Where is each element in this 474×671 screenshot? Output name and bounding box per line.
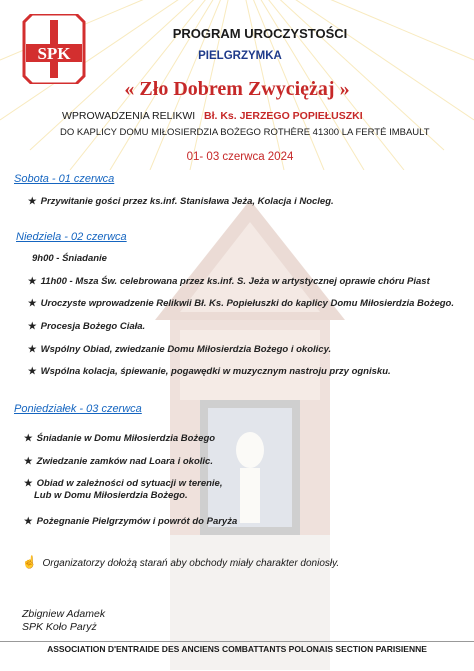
list-item: ★ Wspólny Obiad, zwiedzanie Domu Miłosierdzia Bożego i okolicy.	[28, 344, 332, 355]
list-item: ★ Zwiedzanie zamków nad Loara i okolic.	[24, 456, 213, 467]
star-bullet-icon: ★	[28, 276, 37, 287]
day-heading-saturday: Sobota - 01 czerwca	[14, 173, 115, 185]
star-bullet-icon: ★	[24, 516, 33, 527]
star-bullet-icon: ★	[28, 321, 37, 332]
day-heading-sunday: Niedziela - 02 czerwca	[16, 231, 127, 243]
page-title: PROGRAM UROCZYSTOŚCI	[172, 26, 348, 41]
star-bullet-icon: ★	[28, 196, 37, 207]
page-subtitle: PIELGRZYMKA	[198, 50, 282, 62]
star-bullet-icon: ★	[28, 298, 37, 309]
day-heading-monday: Poniedziałek - 03 czerwca	[14, 403, 142, 415]
list-item: ★ Procesja Bożego Ciała.	[28, 321, 146, 332]
location-line: DO KAPLICY DOMU MIŁOSIERDZIA BOŻEGO ROTHÈRE 41300 LA FERTÉ IMBAULT	[60, 127, 430, 138]
signature-name: Zbigniew Adamek	[22, 608, 106, 620]
list-item: ★ Wspólna kolacja, śpiewanie, pogawędki w muzycznym nastroju przy ognisku.	[28, 366, 391, 377]
list-item: ★ Uroczyste wprowadzenie Relikwii Bł. Ks. Popiełuszki do kaplicy Domu Miłosierdzia Bożego.	[28, 298, 454, 309]
star-bullet-icon: ★	[24, 456, 33, 467]
list-item: ★ Przywitanie gości przez ks.inf. Stanisława Jeża, Kolacja i Nocleg.	[28, 196, 334, 207]
list-item: 9h00 - Śniadanie	[32, 253, 107, 264]
hand-pointer-icon: ☝	[22, 555, 37, 569]
star-bullet-icon: ★	[28, 366, 37, 377]
list-item: ★ Śniadanie w Domu Miłosierdzia Bożego	[24, 433, 216, 444]
star-bullet-icon: ★	[28, 344, 37, 355]
spk-logo	[22, 14, 86, 84]
list-item: ★ Pożegnanie Pielgrzymów i powrót do Paryża	[24, 516, 238, 527]
list-item: ★ Obiad w zależności od sytuacji w terenie,	[24, 478, 223, 489]
intro-line	[62, 110, 474, 122]
star-bullet-icon: ★	[24, 433, 33, 444]
list-item-continuation: Lub w Domu Miłosierdzia Bożego.	[34, 490, 188, 501]
event-dates: 01- 03 czerwca 2024	[186, 151, 294, 163]
list-item: ★ 11h00 - Msza Św. celebrowana przez ks.inf. S. Jeża w artystycznej oprawie chóru Piast	[28, 276, 430, 287]
intro-prefix: WPROWADZENIA RELIKWI	[62, 110, 196, 122]
motto-heading: « Zło Dobrem Zwyciężaj »	[124, 78, 350, 100]
logo-text: SPK	[37, 44, 71, 63]
star-bullet-icon: ★	[24, 478, 33, 489]
footer-text: ASSOCIATION D'ENTRAIDE DES ANCIENS COMBATTANTS POLONAIS SECTION PARISIENNE	[47, 644, 427, 654]
signature-org: SPK Koło Paryż	[22, 621, 97, 633]
footer-divider	[0, 641, 474, 642]
intro-highlight: Bł. Ks. JERZEGO POPIEŁUSZKI	[203, 110, 363, 122]
organizers-note: ☝ Organizatorzy dołożą starań aby obchody miały charakter doniosły.	[22, 555, 340, 569]
